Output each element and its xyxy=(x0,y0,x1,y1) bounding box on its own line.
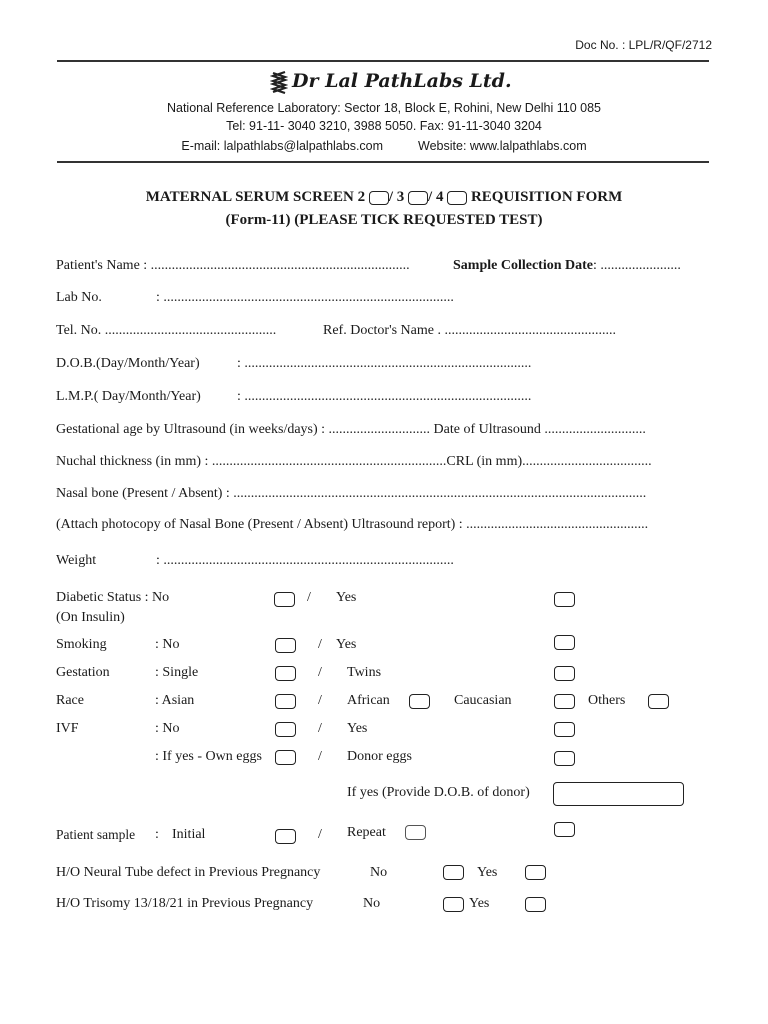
attach-report-field[interactable]: (Attach photocopy of Nasal Bone (Present / Absent) Ultrasound report) : .................................................... xyxy=(56,517,649,532)
lab-address: National Reference Laboratory: Sector 18, Block E, Rohini, New Delhi 110 085 xyxy=(166,101,602,115)
nuchal-crl-field[interactable]: Nuchal thickness (in mm) : ...................................................................CRL (in mm)..................................... xyxy=(56,454,652,469)
company-name: Dr Lal PathLabs Ltd. xyxy=(292,70,512,92)
title-text-3: / 3 xyxy=(388,189,405,205)
others-checkbox[interactable] xyxy=(648,694,669,709)
own-eggs-label: : If yes - Own eggs xyxy=(155,749,262,764)
ntd-yes-checkbox[interactable] xyxy=(525,865,546,880)
slash: / xyxy=(318,693,322,708)
title-text-4: / 4 xyxy=(428,189,444,205)
donor-eggs-label: Donor eggs xyxy=(347,749,412,764)
caucasian-checkbox[interactable] xyxy=(554,694,575,709)
ivf-no-label: : No xyxy=(155,721,180,736)
title-text-req: REQUISITION FORM xyxy=(470,189,623,205)
form-title xyxy=(0,189,768,206)
screen-4-checkbox[interactable] xyxy=(447,191,467,205)
donor-dob-label: If yes (Provide D.O.B. of donor) xyxy=(347,785,530,800)
smoking-label: Smoking xyxy=(56,637,107,652)
trisomy-yes-checkbox[interactable] xyxy=(525,897,546,912)
trisomy-yes-label: Yes xyxy=(469,896,490,911)
slash: / xyxy=(318,721,322,736)
smoking-no-label: : No xyxy=(155,637,180,652)
on-insulin-label: (On Insulin) xyxy=(56,610,125,625)
ivf-no-checkbox[interactable] xyxy=(275,722,296,737)
ivf-yes-label: Yes xyxy=(347,721,368,736)
asian-label: : Asian xyxy=(155,693,195,708)
lab-email: E-mail: lalpathlabs@lalpathlabs.com xyxy=(181,139,384,153)
lab-no-label: Lab No. xyxy=(56,290,102,305)
race-label: Race xyxy=(56,693,84,708)
diabetic-no-checkbox[interactable] xyxy=(274,592,295,607)
twins-label: Twins xyxy=(347,665,382,680)
diabetic-yes-label: Yes xyxy=(336,590,357,605)
ntd-yes-label: Yes xyxy=(477,865,498,880)
slash: / xyxy=(307,590,311,605)
others-label: Others xyxy=(588,693,626,708)
donor-eggs-checkbox[interactable] xyxy=(554,751,575,766)
sample-extra-checkbox[interactable] xyxy=(554,822,575,837)
header-rule xyxy=(57,161,709,163)
slash: / xyxy=(318,665,322,680)
own-eggs-checkbox[interactable] xyxy=(275,750,296,765)
screen-3-checkbox[interactable] xyxy=(408,191,428,205)
gestation-label: Gestation xyxy=(56,665,110,680)
dob-label: D.O.B.(Day/Month/Year) xyxy=(56,356,200,371)
lab-phone: Tel: 91-11- 3040 3210, 3988 5050. Fax: 91-11-3040 3204 xyxy=(226,119,542,133)
sample-date-dots: : ....................... xyxy=(592,258,681,273)
slash: / xyxy=(318,827,322,842)
title-text: MATERNAL SERUM SCREEN 2 xyxy=(145,189,366,205)
ref-doctor-field[interactable]: Ref. Doctor's Name . ................................................. xyxy=(323,323,616,338)
smoking-no-checkbox[interactable] xyxy=(275,638,296,653)
single-label: : Single xyxy=(155,665,199,680)
repeat-checkbox[interactable] xyxy=(405,825,426,840)
trisomy-no-label: No xyxy=(363,896,381,911)
ivf-yes-checkbox[interactable] xyxy=(554,722,575,737)
smoking-yes-label: Yes xyxy=(336,637,357,652)
african-label: African xyxy=(347,693,390,708)
tel-no-field[interactable]: Tel. No. ................................................. xyxy=(56,323,277,338)
patient-name-field[interactable]: Patient's Name : .......................................................................... xyxy=(56,258,410,273)
weight-field[interactable]: : ................................................................................... xyxy=(156,553,454,568)
lab-no-field[interactable]: : ................................................................................... xyxy=(156,290,454,305)
dob-field[interactable]: : .................................................................................. xyxy=(237,356,532,371)
sample-date-field[interactable] xyxy=(453,258,681,274)
doc-number: Doc No. : LPL/R/QF/2712 xyxy=(575,38,712,52)
lab-website: Website: www.lalpathlabs.com xyxy=(418,139,587,153)
screen-2-checkbox[interactable] xyxy=(369,191,389,205)
repeat-label: Repeat xyxy=(347,825,386,840)
donor-dob-input[interactable] xyxy=(553,782,684,806)
trisomy-no-checkbox[interactable] xyxy=(443,897,464,912)
single-checkbox[interactable] xyxy=(275,666,296,681)
smoking-yes-checkbox[interactable] xyxy=(554,635,575,650)
lmp-field[interactable]: : .................................................................................. xyxy=(237,389,532,404)
diabetic-label: Diabetic Status : No xyxy=(56,590,170,605)
slash: / xyxy=(318,637,322,652)
asian-checkbox[interactable] xyxy=(275,694,296,709)
initial-label: Initial xyxy=(172,827,206,842)
company-logo xyxy=(270,70,512,94)
weight-label: Weight xyxy=(56,553,97,568)
lab-contact xyxy=(0,139,768,153)
gestational-age-field[interactable]: Gestational age by Ultrasound (in weeks/days) : ............................. Date of Ultrasound ............................. xyxy=(56,422,646,437)
caucasian-label: Caucasian xyxy=(454,693,512,708)
form-subtitle: (Form-11) (PLEASE TICK REQUESTED TEST) xyxy=(225,212,543,228)
sample-date-label: Sample Collection Date xyxy=(453,258,593,273)
nasal-bone-field[interactable]: Nasal bone (Present / Absent) : ...................................................................................................................... xyxy=(56,486,647,501)
ntd-label: H/O Neural Tube defect in Previous Pregnancy xyxy=(56,865,321,880)
ntd-no-label: No xyxy=(370,865,388,880)
ivf-label: IVF xyxy=(56,721,79,736)
initial-checkbox[interactable] xyxy=(275,829,296,844)
top-rule xyxy=(57,60,709,62)
sample-colon: : xyxy=(155,827,159,842)
patient-sample-label: Patient sample xyxy=(56,827,136,842)
diabetic-yes-checkbox[interactable] xyxy=(554,592,575,607)
twins-checkbox[interactable] xyxy=(554,666,575,681)
african-checkbox[interactable] xyxy=(409,694,430,709)
lmp-label: L.M.P.( Day/Month/Year) xyxy=(56,389,201,404)
lpl-logo-icon xyxy=(270,70,288,94)
ntd-no-checkbox[interactable] xyxy=(443,865,464,880)
slash: / xyxy=(318,749,322,764)
trisomy-label: H/O Trisomy 13/18/21 in Previous Pregnancy xyxy=(56,896,314,911)
